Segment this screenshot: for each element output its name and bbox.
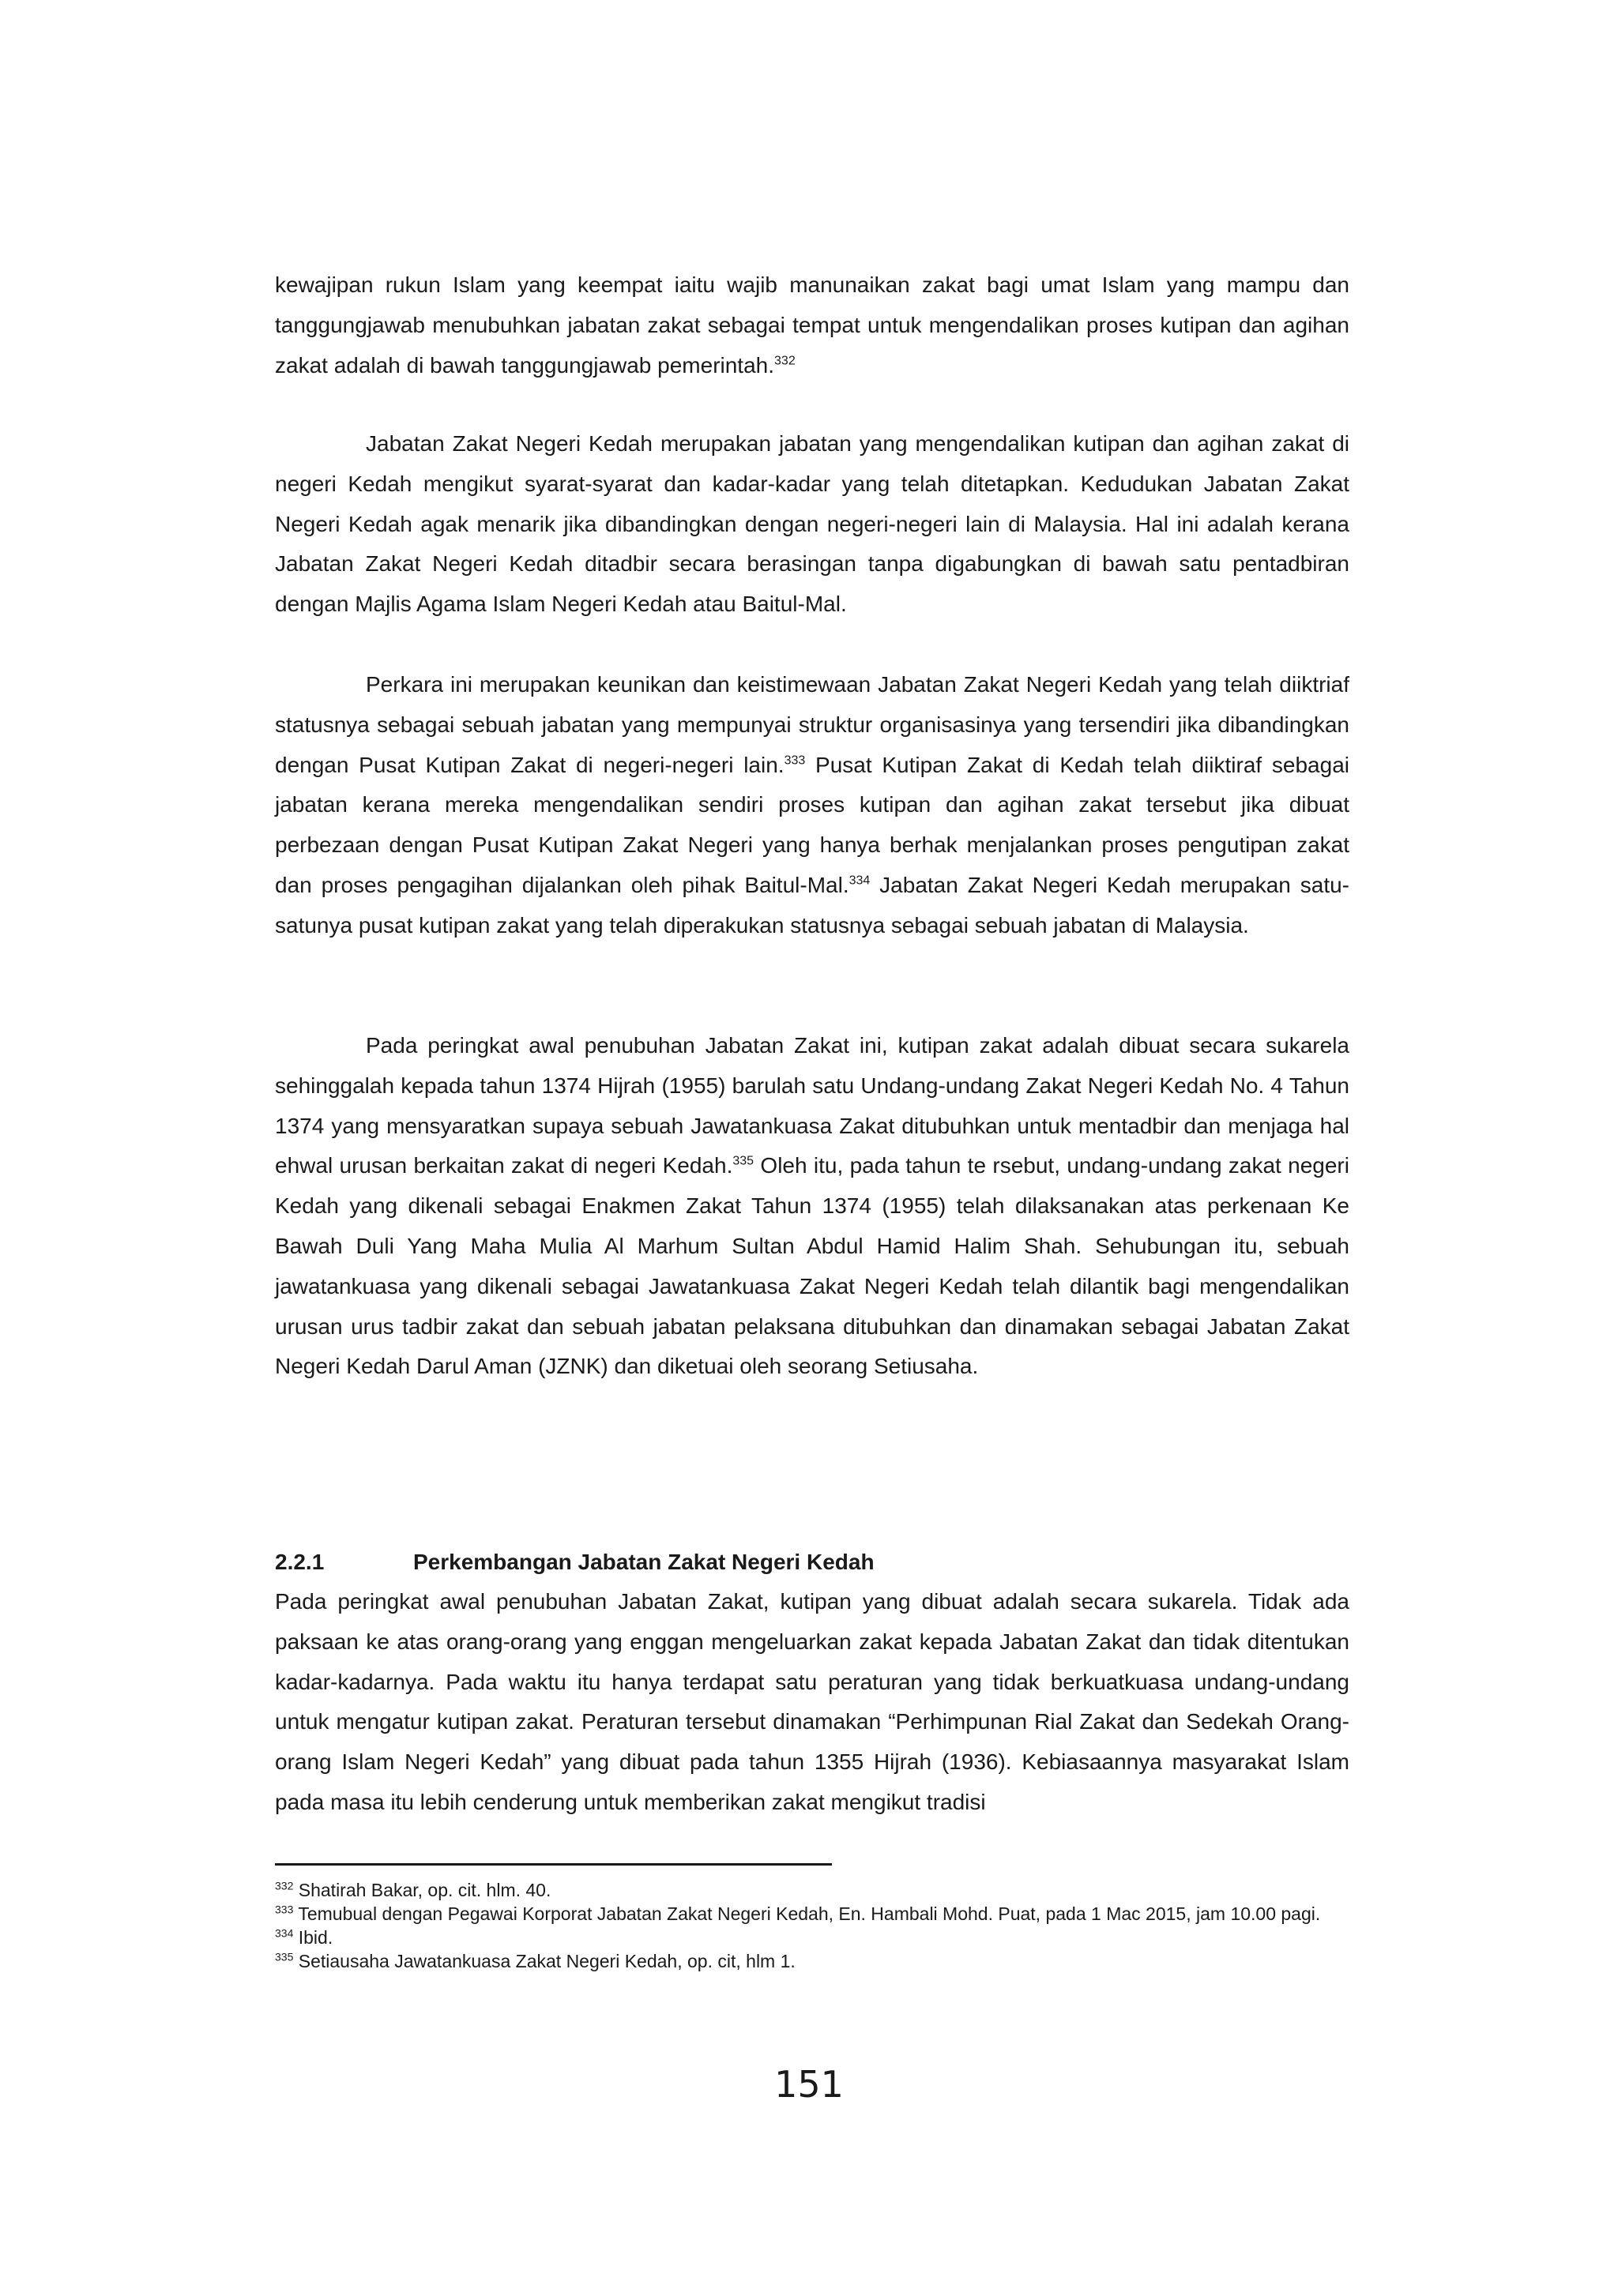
footnote-number: 335	[275, 1950, 294, 1963]
footnote-text: Ibid.	[293, 1927, 333, 1948]
footnote-335	[275, 1949, 1349, 1973]
paragraph-2: Jabatan Zakat Negeri Kedah merupakan jabatan yang mengendalikan kutipan dan agihan zakat di negeri Kedah mengikut syarat-syarat dan kadar-kadar yang telah ditetapkan. Kedudukan Jabatan Zakat Negeri Kedah agak menarik jika dibandingkan dengan negeri-negeri lain di Malaysia. Hal ini adalah kerana Jabatan Zakat Negeri Kedah ditadbir secara berasingan tanpa digabungkan di bawah satu pentadbiran dengan Majlis Agama Islam Negeri Kedah atau Baitul-Mal.	[275, 431, 1349, 617]
footnote-ref-332: 332	[774, 354, 796, 368]
footnote-text: Shatirah Bakar, op. cit. hlm. 40.	[293, 1880, 551, 1900]
section-number: 2.2.1	[275, 1550, 325, 1574]
footnote-ref-333: 333	[784, 753, 806, 768]
paragraph-4-part-2: Oleh itu, pada tahun te rsebut, undang-undang zakat negeri Kedah yang dikenali sebagai Enakmen Zakat Tahun 1374 (1955) telah dilaksanakan atas perkenaan Ke Bawah Duli Yang Maha Mulia Al Marhum Sultan Abdul Hamid Halim Shah. Sehubungan itu, sebuah jawatankuasa yang dikenali sebagai Jawatankuasa Zakat Negeri Kedah telah dilantik bagi mengendalikan urusan urus tadbir zakat dan sebuah jabatan pelaksana ditubuhkan dan dinamakan sebagai Jabatan Zakat Negeri Kedah Darul Aman (JZNK) dan diketuai oleh seorang Setiusaha.	[275, 1153, 1349, 1379]
footnote-334	[275, 1926, 1349, 1949]
footnotes	[275, 1878, 1349, 1973]
footnote-number: 333	[275, 1903, 294, 1916]
footnote-333	[275, 1902, 1349, 1926]
paragraph-1-text: kewajipan rukun Islam yang keempat iaitu wajib manunaikan zakat bagi umat Islam yang mampu dan tanggungjawab menubuhkan jabatan zakat sebagai tempat untuk mengendalikan proses kutipan dan agihan zakat adalah di bawah tanggungjawab pemerintah.	[275, 272, 1349, 378]
paragraph-3-part-3: Jabatan Zakat Negeri Kedah merupakan satu-satunya pusat kutipan zakat yang telah diperakukan statusnya sebagai sebuah jabatan di Malaysia.	[275, 872, 1349, 938]
footnote-number: 332	[275, 1879, 294, 1892]
footnote-number: 334	[275, 1926, 294, 1940]
page-number: 151	[774, 2063, 844, 2106]
paragraph-1	[275, 265, 1349, 385]
footnote-332	[275, 1878, 1349, 1902]
footnote-text: Temubual dengan Pegawai Korporat Jabatan Zakat Negeri Kedah, En. Hambali Mohd. Puat, pada 1 Mac 2015, jam 10.00 pagi.	[293, 1903, 1321, 1924]
paragraph-3-part-1: Perkara ini merupakan keunikan dan keistimewaan Jabatan Zakat Negeri Kedah yang telah diiktriaf statusnya sebagai sebuah jabatan yang mempunyai struktur organisasinya yang tersendiri jika dibandingkan dengan Pusat Kutipan Zakat di negeri-negeri lain.	[275, 672, 1349, 777]
section-title: Perkembangan Jabatan Zakat Negeri Kedah	[413, 1550, 875, 1574]
footnote-ref-335: 335	[732, 1155, 754, 1169]
footnote-text: Setiausaha Jawatankuasa Zakat Negeri Kedah, op. cit, hlm 1.	[293, 1951, 796, 1971]
paragraph-3-part-2: Pusat Kutipan Zakat di Kedah telah diiktiraf sebagai jabatan kerana mereka mengendalikan sendiri proses kutipan dan agihan zakat tersebut jika dibuat perbezaan dengan Pusat Kutipan Zakat Negeri yang hanya berhak menjalankan proses pengutipan zakat dan proses pengagihan dijalankan oleh pihak Baitul-Mal.	[275, 752, 1349, 897]
paragraph-4	[275, 1026, 1349, 1387]
paragraph-4-part-1: Pada peringkat awal penubuhan Jabatan Zakat ini, kutipan zakat adalah dibuat secara sukarela sehinggalah kepada tahun 1374 Hijrah (1955) barulah satu Undang-undang Zakat Negeri Kedah No. 4 Tahun 1374 yang mensyaratkan supaya sebuah Jawatankuasa Zakat ditubuhkan untuk mentadbir dan menjaga hal ehwal urusan berkaitan zakat di negeri Kedah.	[275, 1033, 1349, 1178]
footnote-ref-334: 334	[849, 874, 871, 888]
paragraph-5: Pada peringkat awal penubuhan Jabatan Zakat, kutipan yang dibuat adalah secara sukarela. Tidak ada paksaan ke atas orang-orang yang enggan mengeluarkan zakat kepada Jabatan Zakat dan tidak ditentukan kadar-kadarnya. Pada waktu itu hanya terdapat satu peraturan yang tidak berkuatkuasa undang-undang untuk mengatur kutipan zakat. Peraturan tersebut dinamakan “Perhimpunan Rial Zakat dan Sedekah Orang-orang Islam Negeri Kedah” yang dibuat pada tahun 1355 Hijrah (1936). Kebiasaannya masyarakat Islam pada masa itu lebih cenderung untuk memberikan zakat mengikut tradisi	[275, 1589, 1349, 1814]
section-heading	[275, 1546, 1349, 1579]
footnote-separator	[275, 1863, 832, 1866]
paragraph-3	[275, 665, 1349, 946]
